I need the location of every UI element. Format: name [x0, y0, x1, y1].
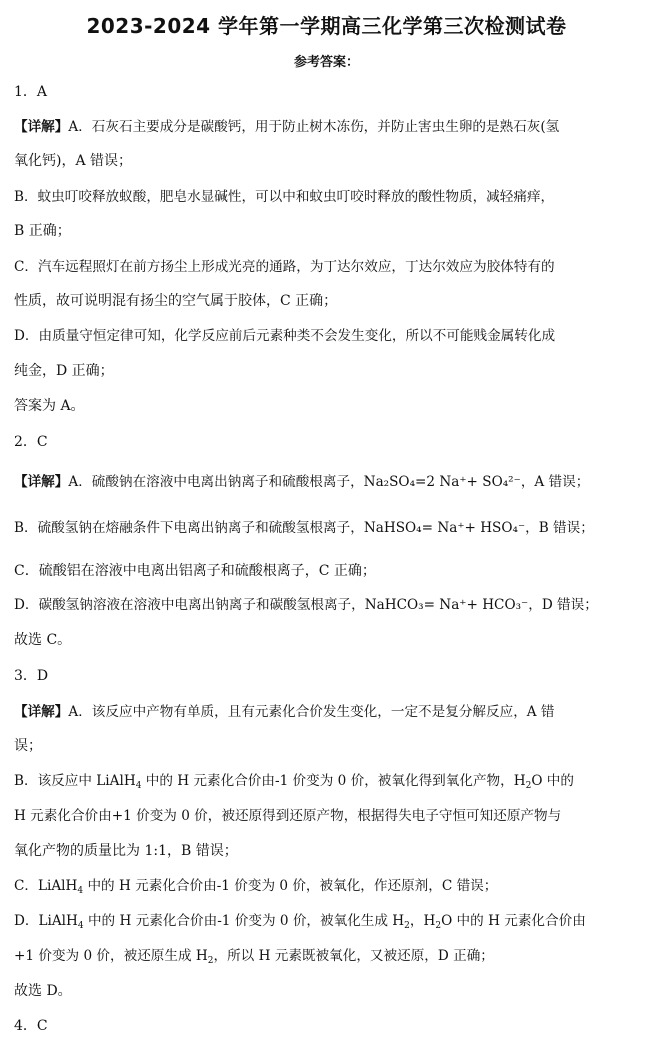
- q1-answer: 答案为 A。: [14, 398, 85, 414]
- q2-option-d: [14, 595, 644, 615]
- q3-b1-pre: B．该反应中 LiAlH: [14, 773, 136, 789]
- q2-option-a: [14, 472, 644, 492]
- q2-a-tail: ，A 错误；: [520, 474, 590, 490]
- formula-nahso4: NaHSO₄= Na⁺+ HSO₄⁻: [363, 520, 526, 536]
- page-subtitle: 参考答案：: [293, 55, 359, 70]
- q2-number: 2．C: [14, 434, 48, 450]
- q3-d1-post: O 中的 H 元素化合价由: [441, 913, 586, 929]
- subscript-2: 2: [525, 781, 532, 791]
- q3-c-pre: C．LiAlH: [14, 878, 78, 894]
- q2-a-text: A．硫酸钠在溶液中电离出钠离子和硫酸根离子，: [68, 474, 364, 490]
- q3-option-d-line1: [14, 911, 644, 936]
- subscript-4: 4: [77, 921, 84, 931]
- q3-option-b-line1: [14, 771, 644, 796]
- formula-na2so4: Na₂SO₄=2 Na⁺+ SO₄²⁻: [363, 474, 521, 490]
- q2-detail-tag: 【详解】: [14, 474, 69, 490]
- q3-d2-pre: +1 价变为 0 价，被还原生成 H: [14, 948, 208, 964]
- q3-option-b-line2: H 元素化合价由+1 价变为 0 价，被还原得到还原产物，根据得失电子守恒可知还原产物与: [14, 808, 562, 824]
- q2-option-c: C．硫酸铝在溶液中电离出铝离子和硫酸根离子，C 正确；: [14, 563, 376, 579]
- q3-d1-mid: 中的 H 元素化合价由-1 价变为 0 价，被氧化生成 H: [83, 913, 405, 929]
- q4-number: 4．C: [14, 1018, 48, 1034]
- subscript-4: 4: [77, 886, 84, 896]
- q3-b1-mid: 中的 H 元素化合价由-1 价变为 0 价，被氧化得到氧化产物，H: [141, 773, 526, 789]
- q3-option-b-line3: 氧化产物的质量比为 1:1，B 错误；: [14, 843, 238, 859]
- q1-detail-tag: 【详解】: [14, 119, 69, 135]
- q3-option-a-line1: [14, 702, 644, 722]
- q1-a1-text: A．石灰石主要成分是碳酸钙，用于防止树木冻伤，并防止害虫生卵的是熟石灰(氢: [68, 119, 560, 135]
- q3-a1-text: A．该反应中产物有单质，且有元素化合价发生变化，一定不是复分解反应，A 错: [68, 704, 555, 720]
- q1-option-a-line1: [14, 117, 644, 137]
- page-title: 2023-2024 学年第一学期高三化学第三次检测试卷: [86, 14, 567, 38]
- q2-b-text: B．硫酸氢钠在熔融条件下电离出钠离子和硫酸氢根离子，: [14, 520, 364, 536]
- q3-answer: 故选 D。: [14, 983, 72, 999]
- q1-option-d-line2: 纯金，D 正确；: [14, 363, 114, 379]
- q3-number: 3．D: [14, 668, 49, 684]
- q1-option-b-line1: B．蚊虫叮咬释放蚁酸，肥皂水显碱性，可以中和蚊虫叮咬时释放的酸性物质，减轻痛痒，: [14, 189, 555, 205]
- subscript-2: 2: [435, 921, 442, 931]
- q3-d1-pre: D．LiAlH: [14, 913, 78, 929]
- q2-option-b: [14, 518, 644, 538]
- q3-c-post: 中的 H 元素化合价由-1 价变为 0 价，被氧化，作还原剂，C 错误；: [83, 878, 498, 894]
- q1-option-b-line2: B 正确；: [14, 223, 71, 239]
- q1-option-d-line1: D．由质量守恒定律可知，化学反应前后元素种类不会发生变化，所以不可能贱金属转化成: [14, 328, 556, 344]
- q1-option-c-line2: 性质，故可说明混有扬尘的空气属于胶体，C 正确；: [14, 293, 338, 309]
- formula-nahco3: NaHCO₃= Na⁺+ HCO₃⁻: [364, 597, 529, 613]
- q2-d-tail: ，D 错误；: [528, 597, 598, 613]
- q3-d1-mid2: ，H: [409, 913, 436, 929]
- q2-d-text: D．碳酸氢钠溶液在溶液中电离出钠离子和碳酸氢根离子，: [14, 597, 365, 613]
- subscript-2: 2: [207, 956, 214, 966]
- q1-option-c-line1: C．汽车远程照灯在前方扬尘上形成光亮的通路，为丁达尔效应，丁达尔效应为胶体特有的: [14, 259, 555, 275]
- q2-answer: 故选 C。: [14, 632, 72, 648]
- q1-option-a-line2: 氧化钙)，A 错误；: [14, 153, 133, 169]
- q3-b1-post: O 中的: [531, 773, 574, 789]
- q3-d2-post: ，所以 H 元素既被氧化，又被还原，D 正确；: [213, 948, 494, 964]
- q2-b-tail: ，B 错误；: [525, 520, 594, 536]
- q1-number: 1．A: [14, 84, 48, 100]
- subscript-4: 4: [135, 781, 142, 791]
- subscript-2: 2: [404, 921, 410, 931]
- q3-option-c: [14, 876, 644, 901]
- q3-detail-tag: 【详解】: [14, 704, 69, 720]
- q3-option-a-line2: 误；: [14, 738, 42, 754]
- q3-option-d-line2: [14, 946, 644, 971]
